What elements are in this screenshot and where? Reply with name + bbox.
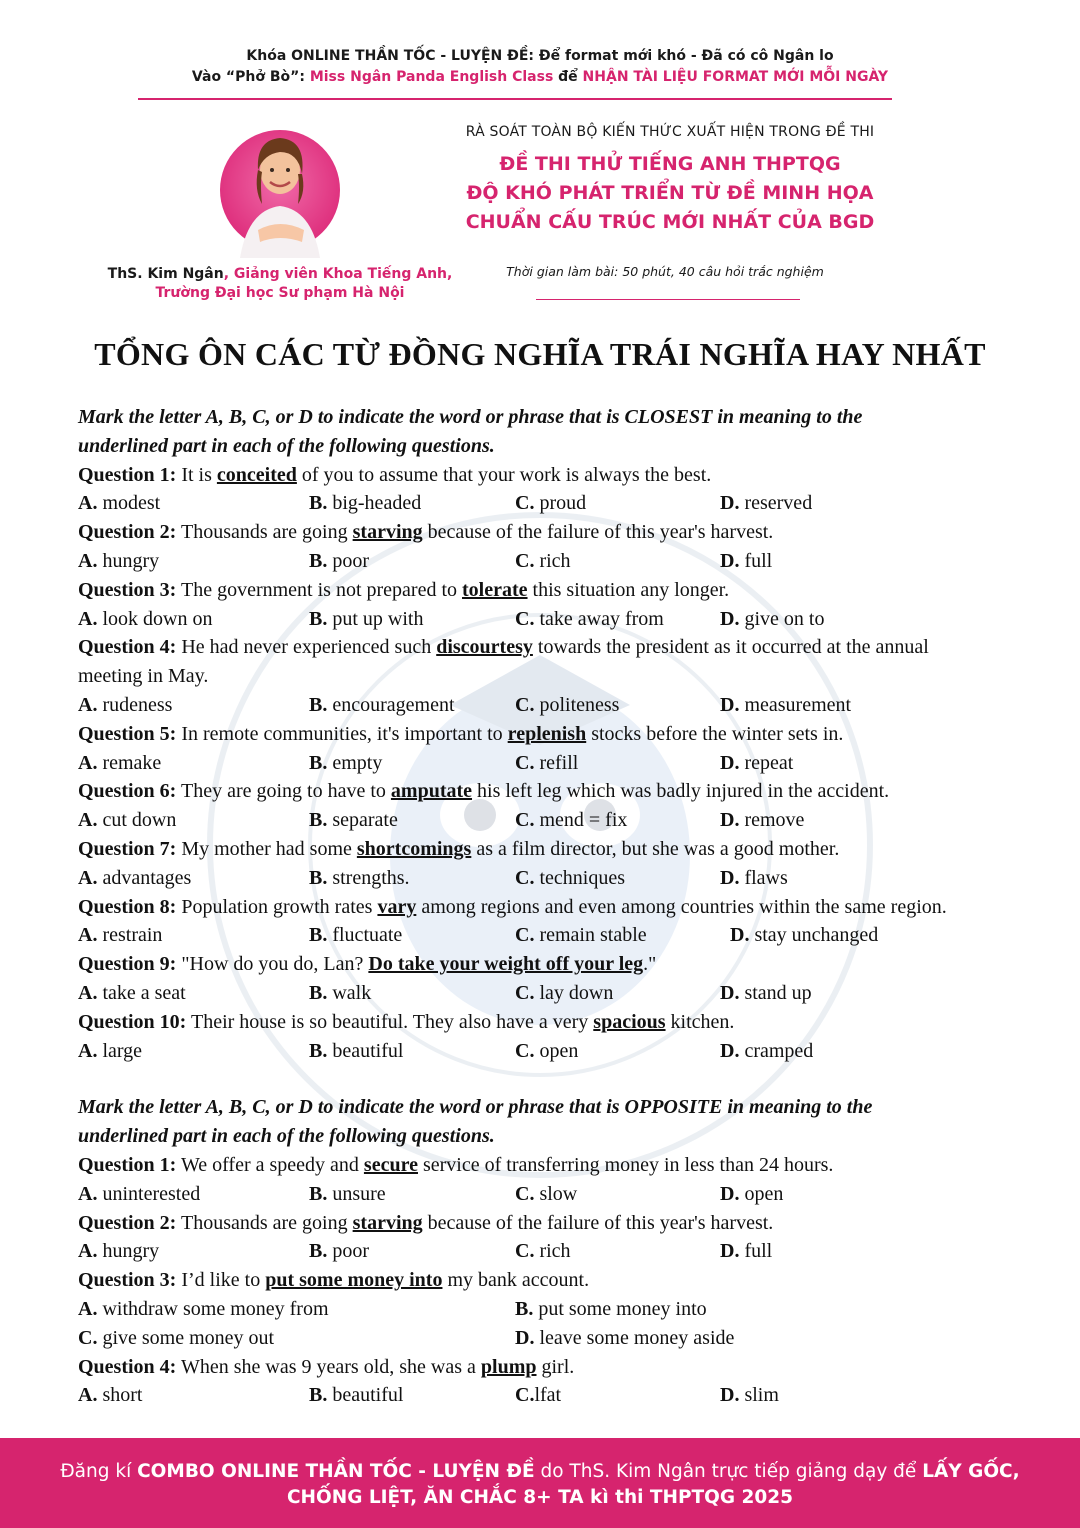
exam-title-line-1: ĐỀ THI THỬ TIẾNG ANH THPTQG — [499, 153, 841, 175]
option-text: strengths. — [332, 866, 410, 889]
option-letter: A. — [78, 492, 98, 515]
teacher-university: Trường Đại học Sư phạm Hà Nội — [155, 285, 405, 301]
answer-options — [78, 1295, 1038, 1324]
question-stem — [78, 1008, 1038, 1037]
option-letter: A. — [78, 924, 98, 947]
answer-options — [78, 605, 1038, 634]
question-text: The government is not prepared to — [176, 578, 463, 601]
option-letter: D. — [720, 549, 740, 572]
top-banner — [0, 46, 1080, 88]
question-text: of you to assume that your work is always the best. — [296, 463, 712, 486]
option-text: beautiful — [332, 1384, 404, 1407]
underlined-word: vary — [377, 895, 417, 918]
question-stem — [78, 950, 1038, 979]
section-gap — [78, 1065, 1038, 1093]
option-text: lfat — [534, 1384, 562, 1407]
answer-option[interactable] — [309, 921, 402, 950]
question-number: Question 2: — [78, 521, 177, 544]
answer-option[interactable] — [720, 864, 788, 893]
option-text: modest — [102, 492, 161, 515]
footer-goal: LẤY GỐC, — [922, 1461, 1020, 1482]
banner-line-2 — [0, 67, 1080, 88]
option-letter: A. — [78, 549, 98, 572]
answer-option[interactable] — [78, 749, 161, 778]
question-stem — [78, 576, 1038, 605]
underlined-word: amputate — [390, 780, 473, 803]
answer-option[interactable] — [78, 1180, 200, 1209]
underlined-word: replenish — [507, 722, 587, 745]
underlined-word: Do take your weight off your leg — [368, 953, 644, 976]
answer-option[interactable] — [720, 605, 824, 634]
option-letter: B. — [309, 924, 328, 947]
question-text: my bank account. — [442, 1269, 590, 1292]
exercise-content — [78, 403, 1038, 1410]
option-text: put some money into — [538, 1297, 707, 1320]
option-text: poor — [332, 549, 370, 572]
answer-option[interactable] — [78, 1295, 329, 1324]
answer-option[interactable] — [309, 749, 382, 778]
option-text: rich — [539, 549, 571, 572]
section1-instruction — [78, 403, 1038, 461]
question-text: Thousands are going — [176, 521, 353, 544]
answer-option[interactable] — [78, 1381, 142, 1410]
instruction-line: Mark the letter A, B, C, or D to indicate the word or phrase that is OPPOSITE in meaning to the — [78, 1096, 873, 1119]
answer-option[interactable] — [515, 749, 578, 778]
option-text: full — [744, 549, 773, 572]
option-letter: D. — [720, 1384, 740, 1407]
option-text: lay down — [539, 981, 614, 1004]
option-letter: A. — [78, 1297, 98, 1320]
section1-questions — [78, 461, 1038, 1066]
answer-options — [78, 547, 1038, 576]
option-text: rich — [539, 1240, 571, 1263]
option-letter: B. — [309, 607, 328, 630]
option-letter: B. — [309, 981, 328, 1004]
answer-option[interactable] — [309, 1237, 369, 1266]
option-text: give on to — [744, 607, 825, 630]
answer-option[interactable] — [515, 1324, 734, 1353]
answer-option[interactable] — [78, 979, 186, 1008]
underlined-word: spacious — [593, 1010, 666, 1033]
answer-option[interactable] — [720, 691, 851, 720]
exam-heading — [430, 124, 910, 237]
answer-option[interactable] — [515, 979, 613, 1008]
option-text: open — [539, 1039, 579, 1062]
banner-text: để — [553, 69, 583, 85]
option-letter: C. — [515, 1039, 535, 1062]
question-number: Question 10: — [78, 1010, 187, 1033]
question-text: stocks before the winter sets in. — [586, 722, 844, 745]
question-text: Population growth rates — [176, 895, 378, 918]
answer-option[interactable] — [309, 1180, 386, 1209]
answer-options — [78, 749, 1038, 778]
option-text: beautiful — [332, 1039, 404, 1062]
option-letter: B. — [515, 1297, 534, 1320]
option-letter: C. — [515, 492, 535, 515]
question-stem — [78, 461, 1038, 490]
question-number: Question 1: — [78, 1153, 177, 1176]
option-letter: C. — [515, 1384, 535, 1407]
answer-option[interactable] — [515, 691, 619, 720]
answer-option[interactable] — [78, 921, 162, 950]
underlined-word: tolerate — [462, 578, 528, 601]
question-stem — [78, 518, 1038, 547]
option-letter: D. — [720, 809, 740, 832]
banner-cta: NHẬN TÀI LIỆU FORMAT MỚI MỖI NGÀY — [582, 69, 889, 85]
option-letter: C. — [515, 981, 535, 1004]
option-text: take away from — [539, 607, 664, 630]
option-letter: C. — [515, 1240, 535, 1263]
option-text: put up with — [332, 607, 424, 630]
answer-option[interactable] — [730, 921, 878, 950]
option-letter: B. — [309, 549, 328, 572]
question-text: his left leg which was badly injured in the accident. — [472, 780, 890, 803]
option-text: politeness — [539, 693, 620, 716]
review-line: RÀ SOÁT TOÀN BỘ KIẾN THỨC XUẤT HIỆN TRONG ĐỀ THI — [465, 124, 875, 140]
answer-option[interactable] — [720, 489, 812, 518]
option-text: full — [744, 1240, 773, 1263]
option-letter: C. — [515, 809, 535, 832]
question-number: Question 7: — [78, 837, 177, 860]
answer-option[interactable] — [309, 979, 371, 1008]
banner-line-1: Khóa ONLINE THẦN TỐC - LUYỆN ĐỀ: Để format mới khó - Đã có cô Ngân lo — [246, 48, 834, 64]
answer-option[interactable] — [720, 547, 772, 576]
question-text: I’d like to — [176, 1269, 266, 1292]
question-stem — [78, 893, 1038, 922]
question-text: service of transferring money in less than 24 hours. — [417, 1153, 834, 1176]
question-text: this situation any longer. — [527, 578, 730, 601]
option-letter: A. — [78, 1182, 98, 1205]
header-divider — [138, 98, 892, 100]
option-text: stand up — [744, 981, 812, 1004]
answer-option[interactable] — [720, 1237, 772, 1266]
exam-title-line-3: CHUẨN CẤU TRÚC MỚI NHẤT CỦA BGD — [465, 211, 875, 233]
answer-option[interactable] — [515, 1180, 577, 1209]
option-letter: B. — [309, 693, 328, 716]
answer-option[interactable] — [78, 1237, 159, 1266]
underlined-word: plump — [480, 1355, 537, 1378]
option-text: remake — [102, 751, 162, 774]
answer-options — [78, 1381, 1038, 1410]
question-stem — [78, 1353, 1038, 1382]
option-letter: A. — [78, 1039, 98, 1062]
option-letter: C. — [515, 924, 535, 947]
option-text: look down on — [102, 607, 213, 630]
question-stem — [78, 1266, 1038, 1295]
option-letter: A. — [78, 809, 98, 832]
question-text: Thousands are going — [176, 1211, 353, 1234]
question-number: Question 4: — [78, 636, 177, 659]
question-text: because of the failure of this year's harvest. — [422, 1211, 774, 1234]
question-text: "How do you do, Lan? — [176, 953, 369, 976]
banner-text: Vào “Phở Bò”: — [191, 69, 310, 85]
answer-options — [78, 1237, 1038, 1266]
answer-options — [78, 979, 1038, 1008]
question-stem — [78, 1151, 1038, 1180]
option-text: encouragement — [332, 693, 455, 716]
option-text: techniques — [539, 866, 625, 889]
underlined-word: put some money into — [265, 1269, 443, 1292]
option-text: hungry — [102, 1240, 160, 1263]
answer-options — [78, 1037, 1038, 1066]
answer-option[interactable] — [515, 1295, 707, 1324]
option-letter: A. — [78, 1240, 98, 1263]
answer-option[interactable] — [309, 1037, 403, 1066]
option-text: flaws — [744, 866, 788, 889]
banner-class-name: Miss Ngân Panda English Class — [309, 69, 554, 85]
option-text: empty — [332, 751, 383, 774]
option-letter: C. — [515, 1182, 535, 1205]
underlined-word: shortcomings — [356, 837, 472, 860]
underlined-word: discourtesy — [436, 636, 533, 659]
option-letter: B. — [309, 1182, 328, 1205]
option-text: mend = fix — [539, 809, 628, 832]
option-text: rudeness — [102, 693, 173, 716]
option-letter: D. — [720, 1039, 740, 1062]
answer-option[interactable] — [78, 691, 172, 720]
option-letter: A. — [78, 607, 98, 630]
answer-option[interactable] — [309, 691, 455, 720]
answer-option[interactable] — [78, 1037, 142, 1066]
answer-option[interactable] — [515, 489, 586, 518]
question-number: Question 3: — [78, 1269, 177, 1292]
option-letter: B. — [309, 751, 328, 774]
answer-option[interactable] — [720, 1180, 783, 1209]
option-text: cramped — [744, 1039, 814, 1062]
question-text: It is — [176, 463, 217, 486]
option-letter: D. — [720, 693, 740, 716]
option-text: hungry — [102, 549, 160, 572]
option-text: proud — [539, 492, 587, 515]
option-text: advantages — [102, 866, 192, 889]
question-number: Question 2: — [78, 1211, 177, 1234]
option-text: large — [102, 1039, 143, 1062]
question-stem — [78, 1209, 1038, 1238]
question-text: towards the president as it occurred at the annual — [532, 636, 929, 659]
footer-text: do ThS. Kim Ngân trực tiếp giảng dạy để — [534, 1461, 923, 1482]
option-letter: C. — [515, 549, 535, 572]
option-letter: A. — [78, 751, 98, 774]
question-number: Question 8: — [78, 895, 177, 918]
question-text: Their house is so beautiful. They also have a very — [186, 1010, 594, 1033]
question-text: among regions and even among countries within the same region. — [416, 895, 947, 918]
section2-questions — [78, 1151, 1038, 1410]
question-number: Question 5: — [78, 722, 177, 745]
option-text: give some money out — [102, 1326, 275, 1349]
option-letter: A. — [78, 693, 98, 716]
answer-option[interactable] — [515, 1381, 561, 1410]
question-text: kitchen. — [665, 1010, 735, 1033]
answer-options — [78, 489, 1038, 518]
question-number: Question 9: — [78, 953, 177, 976]
answer-options — [78, 921, 1038, 950]
option-text: stay unchanged — [754, 924, 879, 947]
exam-title-line-2: ĐỘ KHÓ PHÁT TRIỂN TỪ ĐỀ MINH HỌA — [466, 182, 874, 204]
answer-option[interactable] — [720, 1037, 813, 1066]
option-text: measurement — [744, 693, 852, 716]
answer-option[interactable] — [720, 1381, 779, 1410]
question-text-continued: meeting in May. — [78, 665, 209, 688]
option-letter: D. — [730, 924, 750, 947]
answer-option[interactable] — [309, 605, 423, 634]
footer-line-2: CHỐNG LIỆT, ĂN CHẮC 8+ TA kì thi THPTQG 2025 — [286, 1487, 794, 1508]
answer-option[interactable] — [515, 1237, 571, 1266]
answer-option[interactable] — [78, 806, 176, 835]
option-text: leave some money aside — [539, 1326, 735, 1349]
question-text: ." — [643, 953, 657, 976]
question-text: because of the failure of this year's harvest. — [422, 521, 774, 544]
question-number: Question 1: — [78, 463, 177, 486]
answer-option[interactable] — [515, 921, 647, 950]
question-text: In remote communities, it's important to — [176, 722, 508, 745]
option-text: walk — [332, 981, 372, 1004]
question-text: My mother had some — [176, 837, 357, 860]
answer-option[interactable] — [309, 1381, 403, 1410]
footer-text: Đăng kí — [60, 1461, 138, 1482]
option-letter: B. — [309, 1384, 328, 1407]
question-stem — [78, 835, 1038, 864]
option-letter: A. — [78, 981, 98, 1004]
answer-options — [78, 864, 1038, 893]
question-text: He had never experienced such — [176, 636, 437, 659]
footer-banner — [0, 1438, 1080, 1528]
answer-option[interactable] — [78, 547, 159, 576]
section2-instruction — [78, 1093, 1038, 1151]
option-text: poor — [332, 1240, 370, 1263]
option-letter: D. — [720, 492, 740, 515]
option-letter: B. — [309, 809, 328, 832]
teacher-title: ThS. — [107, 266, 148, 282]
answer-option[interactable] — [78, 605, 212, 634]
instruction-line: underlined part in each of the following questions. — [78, 1125, 495, 1148]
option-text: repeat — [744, 751, 794, 774]
question-stem — [78, 633, 1038, 662]
answer-option[interactable] — [515, 806, 627, 835]
option-letter: B. — [309, 1240, 328, 1263]
option-letter: D. — [720, 607, 740, 630]
option-text: reserved — [744, 492, 813, 515]
teacher-caption — [105, 265, 455, 303]
option-text: fluctuate — [332, 924, 403, 947]
answer-option[interactable] — [720, 806, 804, 835]
option-text: separate — [332, 809, 398, 832]
underlined-word: starving — [352, 1211, 423, 1234]
option-text: cut down — [102, 809, 177, 832]
underlined-word: conceited — [216, 463, 297, 486]
instruction-line: underlined part in each of the following questions. — [78, 434, 495, 457]
answer-option[interactable] — [720, 749, 793, 778]
question-number: Question 4: — [78, 1355, 177, 1378]
footer-course: COMBO ONLINE THẦN TỐC - LUYỆN ĐỀ — [137, 1461, 535, 1482]
answer-options — [78, 1324, 1038, 1353]
option-letter: C. — [78, 1326, 98, 1349]
question-stem — [78, 720, 1038, 749]
option-text: unsure — [332, 1182, 386, 1205]
option-text: open — [744, 1182, 784, 1205]
underlined-word: secure — [363, 1153, 418, 1176]
teacher-role: , Giảng viên Khoa Tiếng Anh, — [223, 266, 453, 282]
option-letter: C. — [515, 693, 535, 716]
option-text: slow — [539, 1182, 578, 1205]
option-text: take a seat — [102, 981, 186, 1004]
option-text: slim — [744, 1384, 779, 1407]
option-letter: B. — [309, 866, 328, 889]
answer-option[interactable] — [515, 1037, 578, 1066]
underlined-word: starving — [352, 521, 423, 544]
option-text: withdraw some money from — [102, 1297, 329, 1320]
teacher-avatar — [218, 118, 343, 258]
exam-time: Thời gian làm bài: 50 phút, 40 câu hỏi trắc nghiệm — [506, 264, 824, 279]
answer-option[interactable] — [720, 979, 812, 1008]
answer-options — [78, 1180, 1038, 1209]
answer-option[interactable] — [309, 806, 398, 835]
question-number: Question 3: — [78, 578, 177, 601]
option-letter: D. — [720, 751, 740, 774]
answer-options — [78, 806, 1038, 835]
option-letter: A. — [78, 866, 98, 889]
option-text: big-headed — [332, 492, 422, 515]
option-text: refill — [539, 751, 579, 774]
option-letter: A. — [78, 1384, 98, 1407]
option-letter: D. — [720, 866, 740, 889]
option-text: short — [102, 1384, 143, 1407]
option-letter: B. — [309, 1039, 328, 1062]
time-divider — [536, 299, 800, 300]
answer-option[interactable] — [309, 547, 369, 576]
answer-option[interactable] — [515, 864, 625, 893]
question-stem — [78, 777, 1038, 806]
question-text: They are going to have to — [176, 780, 391, 803]
answer-option[interactable] — [515, 547, 571, 576]
option-letter: C. — [515, 866, 535, 889]
answer-option[interactable] — [78, 1324, 274, 1353]
answer-option[interactable] — [78, 489, 160, 518]
option-letter: C. — [515, 607, 535, 630]
option-letter: C. — [515, 751, 535, 774]
option-letter: D. — [720, 1240, 740, 1263]
question-text: as a film director, but she was a good mother. — [471, 837, 840, 860]
option-letter: D. — [720, 1182, 740, 1205]
option-text: restrain — [102, 924, 163, 947]
question-text: girl. — [536, 1355, 575, 1378]
instruction-line: Mark the letter A, B, C, or D to indicate the word or phrase that is CLOSEST in meaning to the — [78, 406, 863, 428]
option-letter: D. — [720, 981, 740, 1004]
teacher-name: Kim Ngân — [147, 266, 224, 282]
option-letter: D. — [515, 1326, 535, 1349]
answer-options — [78, 691, 1038, 720]
question-number: Question 6: — [78, 780, 177, 803]
answer-option[interactable] — [309, 489, 421, 518]
option-text: remove — [744, 809, 805, 832]
answer-option[interactable] — [309, 864, 410, 893]
page-title: TỔNG ÔN CÁC TỪ ĐỒNG NGHĨA TRÁI NGHĨA HAY NHẤT — [94, 336, 986, 372]
option-text: remain stable — [539, 924, 647, 947]
answer-option[interactable] — [78, 864, 191, 893]
option-letter: B. — [309, 492, 328, 515]
answer-option[interactable] — [515, 605, 664, 634]
option-text: uninterested — [102, 1182, 201, 1205]
question-text: We offer a speedy and — [176, 1153, 364, 1176]
question-text: When she was 9 years old, she was a — [176, 1355, 481, 1378]
